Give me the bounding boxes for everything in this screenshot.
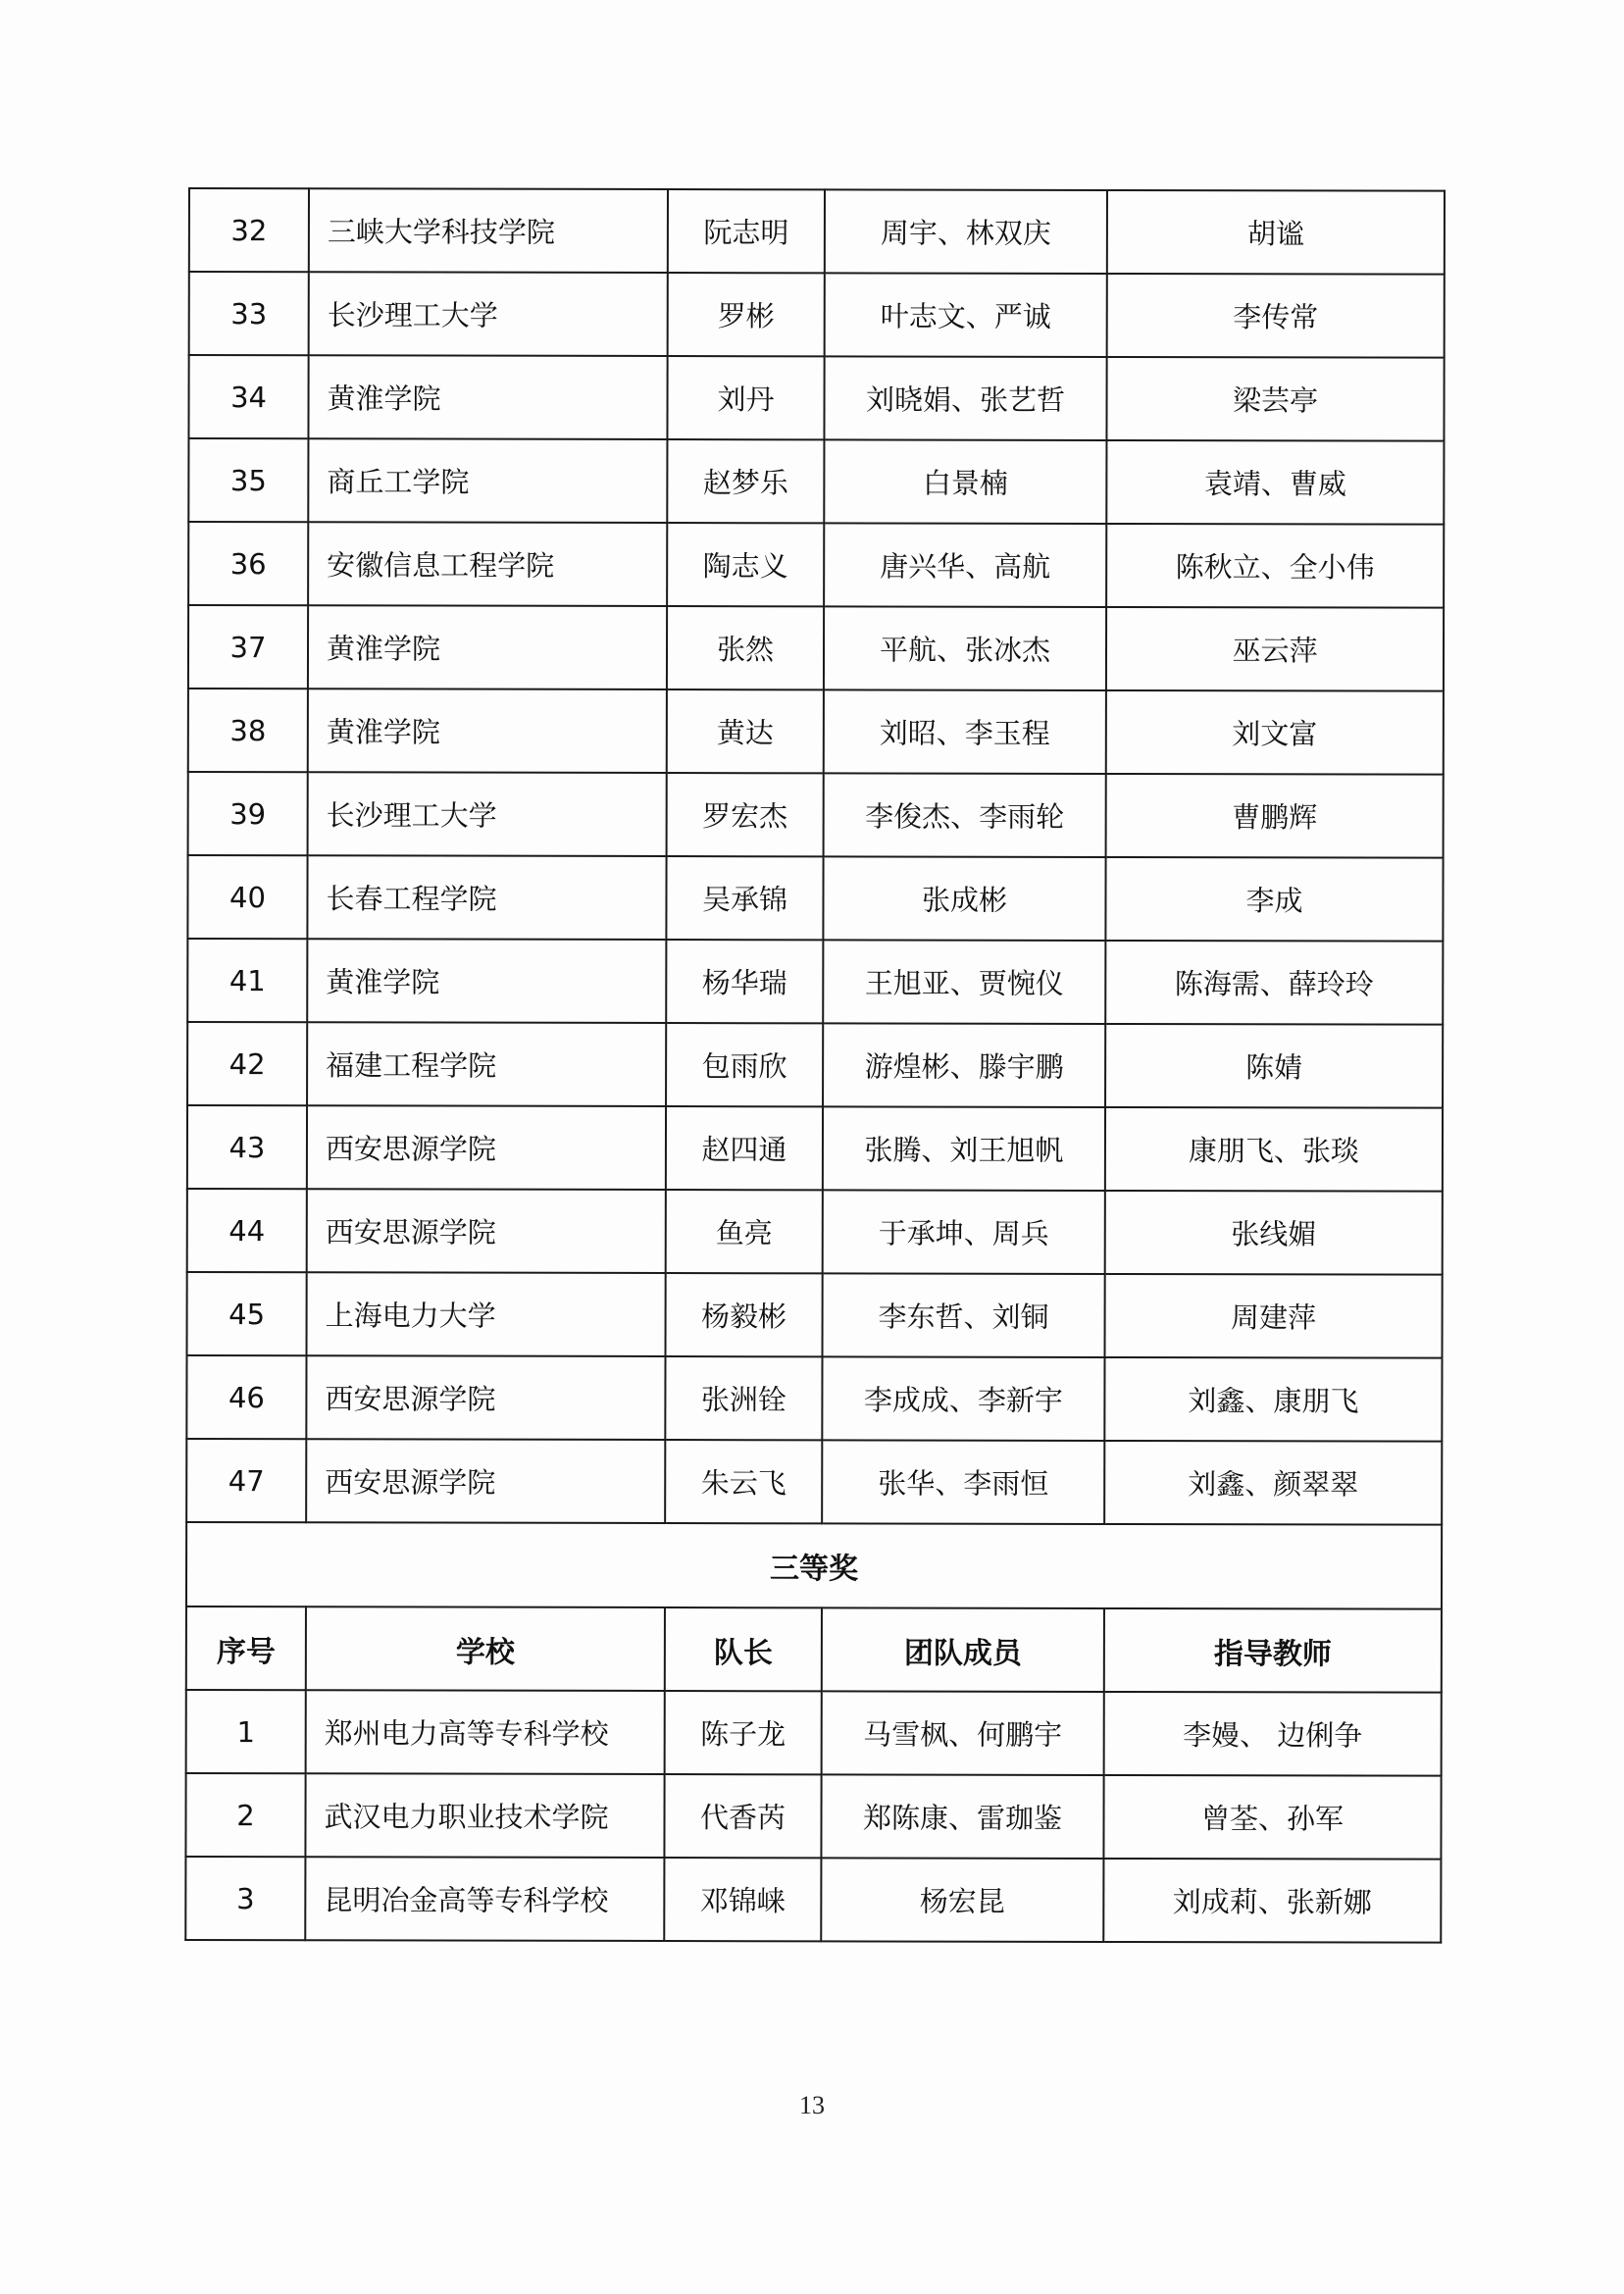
section-title-row — [186, 1522, 1442, 1609]
advisor-teachers: 刘文富 — [1106, 690, 1444, 775]
team-members: 马雪枫、何鹏宇 — [822, 1691, 1104, 1775]
school-name: 昆明冶金高等专科学校 — [305, 1857, 664, 1941]
team-members: 张华、李雨恒 — [822, 1440, 1104, 1524]
team-members: 刘晓娟、张艺哲 — [824, 356, 1106, 440]
team-captain: 阮志明 — [668, 189, 825, 273]
table-row — [188, 438, 1444, 525]
advisor-teachers: 周建萍 — [1105, 1274, 1443, 1358]
table-row — [188, 522, 1444, 608]
row-number: 36 — [188, 522, 308, 605]
school-name: 长沙理工大学 — [309, 272, 668, 356]
school-name: 西安思源学院 — [306, 1439, 665, 1523]
row-number: 1 — [186, 1690, 306, 1773]
table-row — [186, 1690, 1442, 1776]
team-members: 杨宏昆 — [821, 1858, 1103, 1942]
team-captain: 张洲铨 — [665, 1356, 822, 1440]
school-name: 西安思源学院 — [307, 1105, 666, 1190]
team-members: 李成成、李新宇 — [822, 1356, 1104, 1441]
advisor-teachers: 陈秋立、全小伟 — [1106, 524, 1444, 608]
table-row — [187, 1105, 1443, 1192]
advisor-teachers: 刘鑫、颜翠翠 — [1104, 1441, 1442, 1525]
header-captain: 队长 — [665, 1607, 822, 1691]
team-members: 李俊杰、李雨轮 — [824, 773, 1106, 857]
school-name: 安徽信息工程学院 — [308, 522, 667, 606]
third-prize-title: 三等奖 — [186, 1522, 1442, 1609]
row-number: 43 — [187, 1105, 307, 1189]
row-number: 32 — [189, 188, 309, 272]
team-captain: 吴承锦 — [666, 856, 823, 940]
table-row — [188, 688, 1444, 775]
advisor-teachers: 曹鹏辉 — [1106, 774, 1444, 858]
table-row — [186, 1355, 1442, 1442]
team-captain: 朱云飞 — [665, 1440, 822, 1523]
third-prize-section — [185, 1522, 1442, 1943]
second-prize-rows — [186, 188, 1445, 1525]
table-row — [187, 1272, 1443, 1358]
team-captain: 罗宏杰 — [667, 773, 824, 856]
advisor-teachers: 曾荃、孙军 — [1103, 1775, 1441, 1860]
advisor-teachers: 袁靖、曹威 — [1106, 440, 1444, 525]
table-row — [187, 939, 1443, 1025]
team-members: 张腾、刘王旭帆 — [823, 1106, 1105, 1191]
table-row — [188, 355, 1444, 441]
school-name: 长沙理工大学 — [308, 772, 667, 856]
header-school: 学校 — [306, 1606, 665, 1691]
team-captain: 代香芮 — [664, 1774, 821, 1858]
advisor-teachers: 巫云萍 — [1106, 607, 1444, 691]
team-captain: 杨毅彬 — [666, 1273, 823, 1356]
table-row — [189, 188, 1445, 275]
table-header-row — [186, 1606, 1442, 1693]
team-members: 李东哲、刘铜 — [823, 1273, 1105, 1357]
school-name: 福建工程学院 — [307, 1022, 666, 1106]
row-number: 41 — [187, 939, 307, 1022]
advisor-teachers: 陈婧 — [1105, 1024, 1443, 1108]
school-name: 黄淮学院 — [308, 688, 667, 773]
row-number: 37 — [188, 605, 308, 688]
advisor-teachers: 张线媚 — [1105, 1191, 1443, 1275]
team-members: 白景楠 — [824, 439, 1106, 524]
awards-table — [184, 187, 1446, 1944]
row-number: 44 — [187, 1189, 307, 1272]
advisor-teachers: 刘成莉、张新娜 — [1103, 1859, 1441, 1943]
school-name: 商丘工学院 — [308, 438, 667, 523]
advisor-teachers: 胡谧 — [1107, 190, 1445, 275]
advisor-teachers: 李成 — [1105, 857, 1443, 942]
advisor-teachers: 陈海需、薛玲玲 — [1105, 941, 1443, 1025]
school-name: 西安思源学院 — [307, 1189, 666, 1273]
row-number: 45 — [187, 1272, 307, 1355]
team-captain: 刘丹 — [667, 356, 824, 439]
row-number: 38 — [188, 688, 308, 772]
table-row — [186, 1439, 1442, 1525]
header-members: 团队成员 — [822, 1607, 1104, 1692]
advisor-teachers: 梁芸亭 — [1106, 357, 1444, 441]
table-row — [187, 1189, 1443, 1275]
team-captain: 赵梦乐 — [667, 439, 824, 523]
team-members: 周宇、林双庆 — [825, 189, 1107, 274]
row-number: 2 — [185, 1773, 305, 1857]
table-row — [185, 1857, 1441, 1943]
team-members: 于承坤、周兵 — [823, 1190, 1105, 1274]
team-members: 郑陈康、雷珈鉴 — [821, 1774, 1103, 1859]
team-captain: 罗彬 — [668, 273, 825, 356]
school-name: 武汉电力职业技术学院 — [305, 1773, 664, 1858]
table-row — [188, 605, 1444, 691]
school-name: 黄淮学院 — [308, 605, 667, 689]
team-captain: 鱼亮 — [666, 1190, 823, 1273]
advisor-teachers: 康朋飞、张琰 — [1105, 1107, 1443, 1192]
team-captain: 黄达 — [667, 689, 824, 773]
team-members: 平航、张冰杰 — [824, 606, 1106, 690]
team-members: 张成彬 — [823, 856, 1105, 941]
school-name: 三峡大学科技学院 — [309, 188, 668, 273]
row-number: 35 — [188, 438, 308, 522]
advisor-teachers: 刘鑫、康朋飞 — [1104, 1357, 1442, 1442]
team-members: 叶志文、严诚 — [825, 273, 1107, 357]
school-name: 西安思源学院 — [306, 1355, 665, 1440]
table-row — [189, 272, 1445, 358]
row-number: 33 — [189, 272, 309, 355]
header-number: 序号 — [186, 1606, 306, 1690]
team-captain: 张然 — [667, 606, 824, 689]
team-captain: 邓锦崃 — [664, 1858, 821, 1941]
row-number: 3 — [185, 1857, 305, 1940]
school-name: 上海电力大学 — [307, 1272, 666, 1356]
team-captain: 包雨欣 — [666, 1023, 823, 1106]
team-captain: 陶志义 — [667, 523, 824, 606]
table-row — [188, 772, 1444, 858]
school-name: 黄淮学院 — [308, 355, 667, 439]
row-number: 34 — [188, 355, 308, 438]
team-members: 王旭亚、贾惋仪 — [823, 940, 1105, 1024]
row-number: 39 — [188, 772, 308, 855]
row-number: 40 — [187, 855, 307, 939]
advisor-teachers: 李传常 — [1107, 274, 1445, 358]
row-number: 46 — [186, 1355, 306, 1439]
table-row — [187, 855, 1443, 942]
page-number: 13 — [799, 2091, 825, 2119]
row-number: 42 — [187, 1022, 307, 1105]
advisor-teachers: 李嫚、 边俐争 — [1104, 1692, 1442, 1776]
team-captain: 陈子龙 — [665, 1691, 822, 1774]
school-name: 郑州电力高等专科学校 — [306, 1690, 665, 1774]
table-row — [185, 1773, 1441, 1860]
team-members: 唐兴华、高航 — [824, 523, 1106, 607]
team-members: 刘昭、李玉程 — [824, 689, 1106, 774]
school-name: 长春工程学院 — [307, 855, 666, 940]
team-captain: 杨华瑞 — [666, 940, 823, 1023]
team-captain: 赵四通 — [666, 1106, 823, 1190]
team-members: 游煌彬、滕宇鹏 — [823, 1023, 1105, 1107]
header-advisors: 指导教师 — [1104, 1608, 1442, 1693]
table-row — [187, 1022, 1443, 1108]
school-name: 黄淮学院 — [307, 939, 666, 1023]
row-number: 47 — [186, 1439, 306, 1522]
